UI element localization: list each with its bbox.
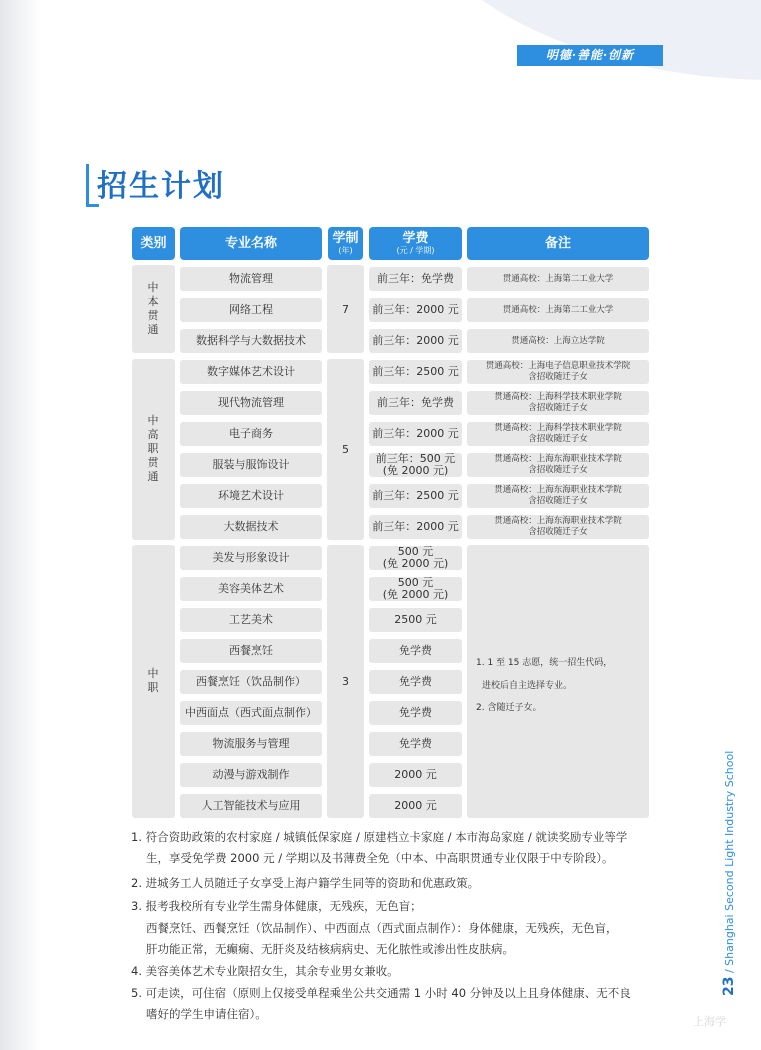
remark-line: 贯通高校：上海电子信息职业技术学院 [485,361,631,371]
major-cell: 西餐烹饪（饮品制作） [180,670,322,694]
major-cell: 西餐烹饪 [180,639,322,663]
remark-line: 含招收随迁子女 [528,465,588,475]
header-category-label: 类别 [140,235,167,251]
page-title-block [86,164,226,208]
remark-line: 含招收随迁子女 [528,403,588,413]
remark-cell: 贯通高校：上海第二工业大学 [467,267,649,291]
remark-cell [467,484,649,508]
remark-cell [467,515,649,539]
footnote-line: 1. 符合资助政策的农村家庭 / 城镇低保家庭 / 原建档立卡家庭 / 本市海岛家庭 / 就读奖励专业等学 [131,830,628,844]
secondary-remarks-cell [467,545,649,818]
category-label-vocational-college: 中高职贯通 [147,414,159,483]
side-footer-text [721,750,737,996]
major-cell: 大数据技术 [180,515,322,539]
footnote-line: 西餐烹饪、西餐烹饪（饮品制作）、中西面点（西式面点制作）：身体健康，无残疾，无色盲， [146,921,618,935]
footnote-line: 肝功能正常，无癫痫、无肝炎及结核病病史、无化脓性或渗出性皮肤病。 [146,942,514,956]
footnote-line: 嗜好的学生申请住宿）。 [146,1007,267,1021]
fee-line: 500 元 [397,576,434,589]
category-label-secondary: 中职 [147,667,159,694]
major-cell: 现代物流管理 [180,391,322,415]
fee-cell: 前三年：2000 元 [369,329,462,353]
remark-line: 贯通高校：上海东海职业技术学院 [494,516,622,526]
header-remarks-label: 备注 [544,235,571,251]
major-cell: 动漫与游戏制作 [180,763,322,787]
fee-cell: 2000 元 [369,794,462,818]
header-fee-unit: (元 / 学期) [396,245,435,255]
remark-line: 贯通高校：上海东海职业技术学院 [494,454,622,464]
remark-cell [467,391,649,415]
remark-cell: 贯通高校：上海立达学院 [467,329,649,353]
remark-cell [467,360,649,384]
remark-line: 贯通高校：上海科学技术职业学院 [494,392,622,402]
decorative-top-shape [395,0,761,80]
fee-cell: 2500 元 [369,608,462,632]
years-label-undergrad: 7 [342,303,349,316]
footnote-line: 5. 可走读，可住宿（原则上仅接受单程乘坐公共交通需 1 小时 40 分钟及以上且身体健康、无不良 [131,986,631,1000]
header-fee [369,227,462,260]
watermark: 上海学 [693,1015,726,1028]
fee-cell: 前三年：2000 元 [369,515,462,539]
footnote-line: 生，享受免学费 2000 元 / 学期以及书薄费全免（中本、中高职贯通专业仅限于中专阶段）。 [146,851,614,865]
category-label-undergrad: 中本贯通 [147,281,159,336]
major-cell: 电子商务 [180,422,322,446]
header-fee-label: 学费 [402,230,429,246]
major-cell: 数据科学与大数据技术 [180,329,322,353]
fee-cell [369,546,462,570]
major-cell: 物流服务与管理 [180,732,322,756]
fee-cell: 前三年：免学费 [369,267,462,291]
secondary-remark-line: 进校后自主选择专业。 [482,681,573,691]
major-cell: 工艺美术 [180,608,322,632]
header-major [180,227,322,260]
fee-cell: 2000 元 [369,763,462,787]
footnote-line: 2. 进城务工人员随迁子女享受上海户籍学生同等的资助和优惠政策。 [131,876,480,890]
fee-line: (免 2000 元) [382,464,449,477]
major-cell: 中西面点（西式面点制作） [180,701,322,725]
fee-cell [369,453,462,477]
fee-cell: 前三年：2000 元 [369,422,462,446]
header-duration-unit: (年) [338,245,353,255]
remark-line: 贯通高校：上海东海职业技术学院 [494,485,622,495]
secondary-remark-line: 2. 含随迁子女。 [476,703,542,713]
years-label-secondary: 3 [342,675,349,688]
binding-shadow [0,0,40,1050]
fee-line: (免 2000 元) [382,588,449,601]
remark-line: 贯通高校：上海科学技术职业学院 [494,423,622,433]
major-cell: 环境艺术设计 [180,484,322,508]
school-name: Shanghai Second Light Industry School [723,750,736,966]
major-cell: 美容美体艺术 [180,577,322,601]
footnote-line: 4. 美容美体艺术专业限招女生，其余专业男女兼收。 [131,964,399,978]
fee-cell: 前三年：免学费 [369,391,462,415]
fee-cell: 免学费 [369,639,462,663]
header-remarks [467,227,649,260]
major-cell: 美发与形象设计 [180,546,322,570]
remark-cell: 贯通高校：上海第二工业大学 [467,298,649,322]
header-major-label: 专业名称 [224,235,277,251]
footnote-line: 3. 报考我校所有专业学生需身体健康，无残疾，无色盲； [131,899,422,913]
fee-line: (免 2000 元) [382,557,449,570]
remark-line: 含招收随迁子女 [528,372,588,382]
header-category [132,227,175,260]
page-title: 招生计划 [97,169,225,204]
major-cell: 人工智能技术与应用 [180,794,322,818]
fee-cell: 前三年：2500 元 [369,360,462,384]
remark-cell [467,453,649,477]
major-cell: 服装与服饰设计 [180,453,322,477]
side-footer [715,750,739,1000]
fee-line: 前三年：500 元 [375,452,456,465]
page-number: 23 [721,976,737,996]
remark-line: 含招收随迁子女 [528,434,588,444]
slogan-banner: 明德·善能·创新 [517,45,663,66]
side-separator: / [723,965,736,974]
fee-cell: 免学费 [369,701,462,725]
fee-cell: 免学费 [369,670,462,694]
remark-cell [467,422,649,446]
years-label-vocational-college: 5 [342,443,349,456]
remark-line: 含招收随迁子女 [528,527,588,537]
fee-line: 500 元 [397,545,434,558]
fee-cell [369,577,462,601]
fee-cell: 前三年：2500 元 [369,484,462,508]
header-duration [328,227,363,260]
header-duration-label: 学制 [332,230,359,246]
secondary-remark-line: 1. 1 至 15 志愿，统一招生代码， [476,658,613,668]
major-cell: 物流管理 [180,267,322,291]
major-cell: 网络工程 [180,298,322,322]
major-cell: 数字媒体艺术设计 [180,360,322,384]
remark-line: 含招收随迁子女 [528,496,588,506]
fee-cell: 前三年：2000 元 [369,298,462,322]
fee-cell: 免学费 [369,732,462,756]
